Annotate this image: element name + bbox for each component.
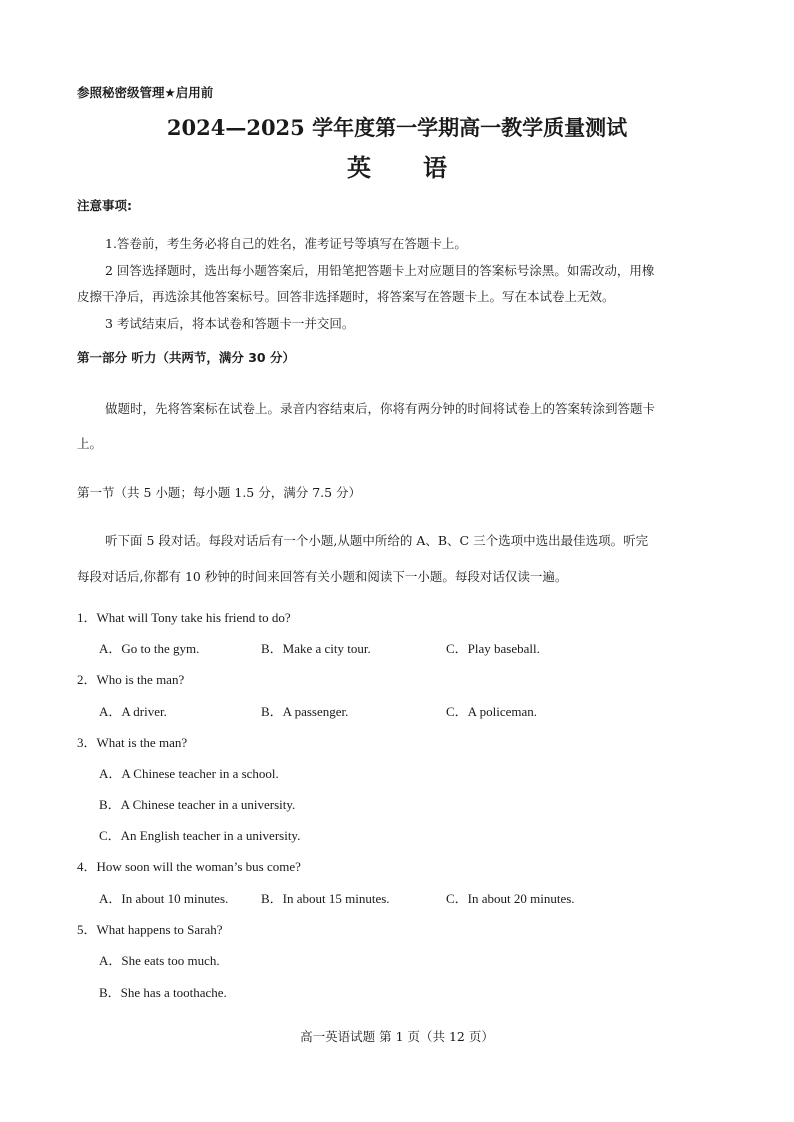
question-1-option-a: A．Go to the gym.	[99, 641, 200, 656]
question-1-option-b: B．Make a city tour.	[261, 641, 371, 656]
question-1-stem: 1．What will Tony take his friend to do?	[77, 610, 291, 625]
question-1-option-c: C．Play baseball.	[446, 641, 540, 656]
part1-heading: 第一部分 听力（共两节，满分 30 分）	[77, 350, 295, 365]
question-3-option-a: A．A Chinese teacher in a school.	[99, 766, 279, 781]
section1-instruction-line-2: 每段对话后,你都有 10 秒钟的时间来回答有关小题和阅读下一小题。每段对话仅读一遍。	[77, 569, 568, 584]
question-4-stem: 4．How soon will the woman’s bus come?	[77, 859, 301, 874]
question-2-option-a: A．A driver.	[99, 704, 167, 719]
question-4-option-b: B．In about 15 minutes.	[261, 891, 390, 906]
question-2-option-b: B．A passenger.	[261, 704, 349, 719]
note-item-2-line-2: 皮擦干净后，再选涂其他答案标号。回答非选择题时，将答案写在答题卡上。写在本试卷上无效。	[77, 289, 615, 304]
question-4-option-a: A．In about 10 minutes.	[99, 891, 229, 906]
exam-title: 2024—2025 学年度第一学期高一教学质量测试	[166, 115, 628, 140]
section1-heading: 第一节（共 5 小题；每小题 1.5 分，满分 7.5 分）	[77, 485, 362, 500]
page-footer: 高一英语试题 第 1 页（共 12 页）	[300, 1029, 494, 1044]
section1-instruction-line-1: 听下面 5 段对话。每段对话后有一个小题,从题中所给的 A、B、C 三个选项中选出最佳选项。听完	[105, 533, 649, 548]
question-2-option-c: C．A policeman.	[446, 704, 537, 719]
note-item-3: 3 考试结束后，将本试卷和答题卡一并交回。	[105, 316, 355, 331]
confidentiality-label: 参照秘密级管理★启用前	[77, 85, 214, 100]
question-2-stem: 2．Who is the man?	[77, 672, 185, 687]
question-5-option-b: B．She has a toothache.	[99, 985, 227, 1000]
question-4-option-c: C．In about 20 minutes.	[446, 891, 575, 906]
note-item-2-line-1: 2 回答选择题时，选出每小题答案后，用铅笔把答题卡上对应题目的答案标号涂黑。如需改动，用橡	[105, 263, 655, 278]
part1-instruction-line-1: 做题时，先将答案标在试卷上。录音内容结束后，你将有两分钟的时间将试卷上的答案转涂到答题卡	[105, 401, 656, 416]
question-3-option-c: C．An English teacher in a university.	[99, 828, 301, 843]
question-3-stem: 3．What is the man?	[77, 735, 188, 750]
question-5-option-a: A．She eats too much.	[99, 953, 220, 968]
subject-title: 英语	[347, 153, 499, 182]
part1-instruction-line-2: 上。	[77, 436, 103, 451]
notes-heading: 注意事项:	[77, 198, 132, 213]
question-5-stem: 5．What happens to Sarah?	[77, 922, 223, 937]
note-item-1: 1.答卷前，考生务必将自己的姓名，准考证号等填写在答题卡上。	[105, 236, 467, 251]
question-3-option-b: B．A Chinese teacher in a university.	[99, 797, 296, 812]
